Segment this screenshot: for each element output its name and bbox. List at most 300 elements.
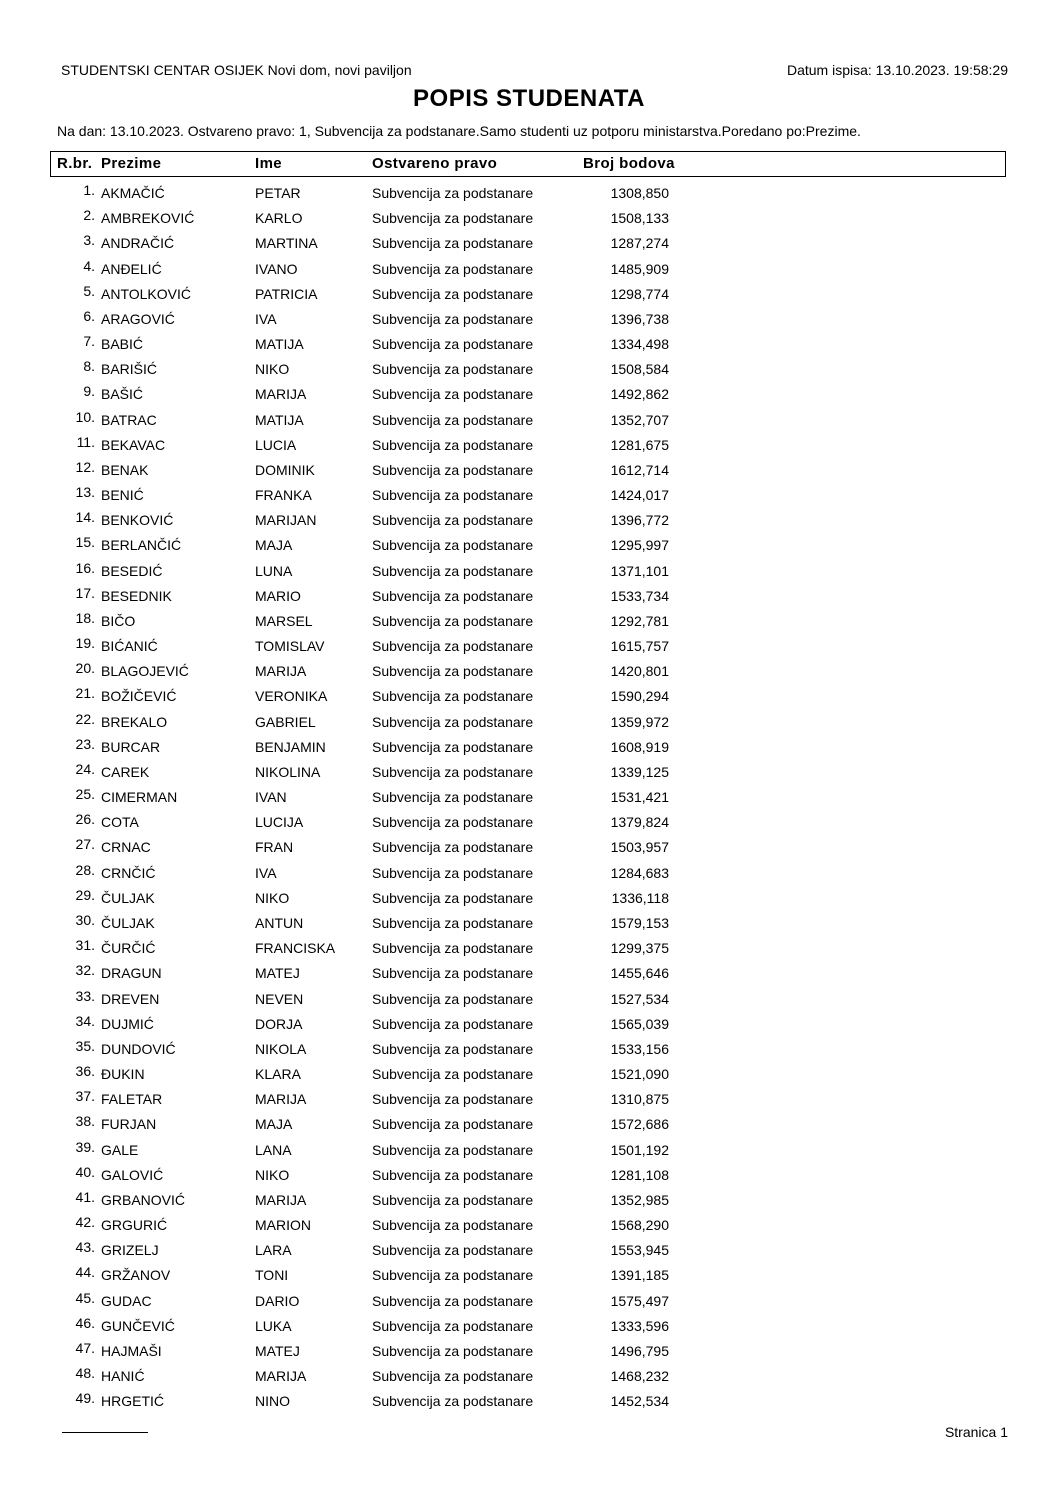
table-row xyxy=(0,961,1058,986)
table-row xyxy=(0,987,1058,1012)
first-name-cell: IVAN xyxy=(255,789,287,806)
row-number-cell: 32. xyxy=(75,962,95,979)
row-number-cell: 45. xyxy=(75,1289,95,1306)
points-cell: 1424,017 xyxy=(610,487,669,504)
row-number-cell: 49. xyxy=(75,1390,95,1407)
points-cell: 1281,108 xyxy=(610,1166,669,1183)
first-name-cell: MARION xyxy=(255,1217,311,1234)
points-cell: 1615,757 xyxy=(610,638,669,655)
points-cell: 1396,772 xyxy=(610,512,669,529)
points-cell: 1281,675 xyxy=(610,436,669,453)
table-row xyxy=(0,1112,1058,1137)
first-name-cell: FRANKA xyxy=(255,487,312,504)
row-number-cell: 37. xyxy=(75,1088,95,1105)
entitlement-cell: Subvencija za podstanare xyxy=(372,1141,534,1158)
table-header xyxy=(50,151,1006,177)
surname-cell: BREKALO xyxy=(101,713,168,730)
entitlement-cell: Subvencija za podstanare xyxy=(372,1317,534,1334)
entitlement-cell: Subvencija za podstanare xyxy=(372,285,534,302)
row-number-cell: 11. xyxy=(76,433,95,450)
first-name-cell: PETAR xyxy=(255,185,301,201)
row-number-cell: 2. xyxy=(83,207,95,224)
entitlement-cell: Subvencija za podstanare xyxy=(372,612,534,629)
table-row xyxy=(0,710,1058,735)
surname-cell: GRBANOVIĆ xyxy=(101,1191,186,1208)
first-name-cell: DORJA xyxy=(255,1015,303,1032)
entitlement-cell: Subvencija za podstanare xyxy=(372,361,534,378)
table-row xyxy=(0,1364,1058,1389)
table-row xyxy=(0,382,1058,407)
row-number-cell: 8. xyxy=(83,358,95,375)
surname-cell: BURCAR xyxy=(101,738,161,755)
row-number-cell: 19. xyxy=(75,635,95,652)
entitlement-cell: Subvencija za podstanare xyxy=(372,1267,534,1284)
first-name-cell: MARIO xyxy=(255,587,301,604)
entitlement-cell: Subvencija za podstanare xyxy=(372,411,534,428)
points-cell: 1501,192 xyxy=(610,1141,669,1158)
surname-cell: ANĐELIĆ xyxy=(101,260,162,277)
first-name-cell: MARTINA xyxy=(255,235,318,252)
table-row xyxy=(0,861,1058,886)
surname-cell: FURJAN xyxy=(101,1116,157,1133)
first-name-cell: TONI xyxy=(255,1267,289,1284)
entitlement-cell: Subvencija za podstanare xyxy=(372,310,534,327)
surname-cell: AKMAČIĆ xyxy=(101,185,165,201)
entitlement-cell: Subvencija za podstanare xyxy=(372,914,534,931)
header-pravo: Ostvareno pravo xyxy=(372,155,498,172)
table-row xyxy=(0,307,1058,332)
first-name-cell: NIKO xyxy=(255,361,290,378)
entitlement-cell: Subvencija za podstanare xyxy=(372,1368,534,1385)
entitlement-cell: Subvencija za podstanare xyxy=(372,638,534,655)
first-name-cell: FRANCISKA xyxy=(255,940,336,957)
first-name-cell: DOMINIK xyxy=(255,461,315,478)
points-cell: 1336,118 xyxy=(611,889,669,906)
first-name-cell: IVA xyxy=(255,864,277,881)
points-cell: 1420,801 xyxy=(610,663,669,680)
table-row xyxy=(0,1012,1058,1037)
entitlement-cell: Subvencija za podstanare xyxy=(372,713,534,730)
table-row xyxy=(0,835,1058,860)
points-cell: 1553,945 xyxy=(610,1242,669,1259)
surname-cell: GRŽANOV xyxy=(101,1267,171,1284)
table-row xyxy=(0,911,1058,936)
first-name-cell: LUNA xyxy=(255,562,293,579)
footer-divider xyxy=(62,1432,148,1433)
surname-cell: DRAGUN xyxy=(101,965,162,982)
surname-cell: GUDAC xyxy=(101,1292,152,1309)
entitlement-cell: Subvencija za podstanare xyxy=(372,210,534,227)
entitlement-cell: Subvencija za podstanare xyxy=(372,587,534,604)
row-number-cell: 44. xyxy=(75,1264,95,1281)
entitlement-cell: Subvencija za podstanare xyxy=(372,965,534,982)
row-number-cell: 20. xyxy=(75,660,95,677)
table-row xyxy=(0,231,1058,256)
table-row xyxy=(0,1062,1058,1087)
first-name-cell: MARIJA xyxy=(255,663,307,680)
entitlement-cell: Subvencija za podstanare xyxy=(372,688,534,705)
points-cell: 1299,375 xyxy=(610,940,669,957)
entitlement-cell: Subvencija za podstanare xyxy=(372,889,534,906)
first-name-cell: KARLO xyxy=(255,210,303,227)
points-cell: 1612,714 xyxy=(610,461,669,478)
table-row xyxy=(0,458,1058,483)
page-title: POPIS STUDENATA xyxy=(413,85,645,112)
report-criteria: Na dan: 13.10.2023. Ostvareno pravo: 1, Subvencija za podstanare.Samo studenti uz potporu ministarstva.Poredano po:Prezime. xyxy=(57,123,861,139)
first-name-cell: NINO xyxy=(255,1393,290,1410)
points-cell: 1352,707 xyxy=(610,411,669,428)
table-row xyxy=(0,1188,1058,1213)
surname-cell: ARAGOVIĆ xyxy=(101,310,175,327)
points-cell: 1391,185 xyxy=(610,1267,669,1284)
row-number-cell: 17. xyxy=(75,584,95,601)
points-cell: 1333,596 xyxy=(610,1317,669,1334)
points-cell: 1352,985 xyxy=(610,1191,669,1208)
row-number-cell: 30. xyxy=(75,911,95,928)
surname-cell: CIMERMAN xyxy=(101,789,178,806)
surname-cell: HAJMAŠI xyxy=(101,1342,162,1359)
first-name-cell: TOMISLAV xyxy=(255,638,325,655)
entitlement-cell: Subvencija za podstanare xyxy=(372,461,534,478)
surname-cell: ČURČIĆ xyxy=(101,940,156,957)
entitlement-cell: Subvencija za podstanare xyxy=(372,940,534,957)
print-date: Datum ispisa: 13.10.2023. 19:58:29 xyxy=(786,62,1008,78)
surname-cell: ANTOLKOVIĆ xyxy=(101,285,191,302)
table-row xyxy=(0,357,1058,382)
surname-cell: BATRAC xyxy=(101,411,157,428)
entitlement-cell: Subvencija za podstanare xyxy=(372,436,534,453)
surname-cell: ČULJAK xyxy=(101,914,155,931)
surname-cell: GRIZELJ xyxy=(101,1242,159,1259)
first-name-cell: NEVEN xyxy=(255,990,304,1007)
first-name-cell: MARIJA xyxy=(255,1191,307,1208)
entitlement-cell: Subvencija za podstanare xyxy=(372,1166,534,1183)
points-cell: 1533,734 xyxy=(610,587,669,604)
entitlement-cell: Subvencija za podstanare xyxy=(372,537,534,554)
surname-cell: DUNDOVIĆ xyxy=(101,1040,176,1057)
surname-cell: BABIĆ xyxy=(101,336,144,353)
entitlement-cell: Subvencija za podstanare xyxy=(372,512,534,529)
first-name-cell: LARA xyxy=(255,1242,292,1259)
first-name-cell: MARIJA xyxy=(255,1091,307,1108)
surname-cell: BOŽIČEVIĆ xyxy=(101,688,177,705)
table-row xyxy=(0,1314,1058,1339)
points-cell: 1359,972 xyxy=(610,713,669,730)
entitlement-cell: Subvencija za podstanare xyxy=(372,1066,534,1083)
table-row xyxy=(0,1389,1058,1414)
first-name-cell: IVA xyxy=(255,310,277,327)
entitlement-cell: Subvencija za podstanare xyxy=(372,738,534,755)
points-cell: 1503,957 xyxy=(610,839,669,856)
entitlement-cell: Subvencija za podstanare xyxy=(372,814,534,831)
points-cell: 1590,294 xyxy=(610,688,669,705)
row-number-cell: 4. xyxy=(83,257,95,274)
table-row xyxy=(0,1087,1058,1112)
points-cell: 1521,090 xyxy=(610,1066,669,1083)
surname-cell: BEKAVAC xyxy=(101,436,166,453)
entitlement-cell: Subvencija za podstanare xyxy=(372,260,534,277)
row-number-cell: 47. xyxy=(75,1339,95,1356)
table-row xyxy=(0,1339,1058,1364)
points-cell: 1371,101 xyxy=(610,562,669,579)
surname-cell: CRNAC xyxy=(101,839,151,856)
surname-cell: ANDRAČIĆ xyxy=(101,235,175,252)
institution-name: STUDENTSKI CENTAR OSIJEK Novi dom, novi paviljon xyxy=(61,62,412,78)
surname-cell: GALE xyxy=(101,1141,139,1158)
entitlement-cell: Subvencija za podstanare xyxy=(372,763,534,780)
entitlement-cell: Subvencija za podstanare xyxy=(372,663,534,680)
row-number-cell: 21. xyxy=(75,685,95,702)
first-name-cell: FRAN xyxy=(255,839,294,856)
row-number-cell: 36. xyxy=(75,1063,95,1080)
table-row xyxy=(0,584,1058,609)
entitlement-cell: Subvencija za podstanare xyxy=(372,1040,534,1057)
table-row xyxy=(0,735,1058,760)
entitlement-cell: Subvencija za podstanare xyxy=(372,1015,534,1032)
row-number-cell: 5. xyxy=(83,282,95,299)
table-row xyxy=(0,483,1058,508)
first-name-cell: MARIJAN xyxy=(255,512,317,529)
points-cell: 1485,909 xyxy=(610,260,669,277)
row-number-cell: 10. xyxy=(75,408,95,425)
row-number-cell: 18. xyxy=(75,609,95,626)
table-row xyxy=(0,684,1058,709)
surname-cell: BERLANČIĆ xyxy=(101,537,182,554)
surname-cell: HRGETIĆ xyxy=(101,1393,164,1410)
surname-cell: CRNČIĆ xyxy=(101,864,156,881)
first-name-cell: MAJA xyxy=(255,1116,293,1133)
table-row xyxy=(0,659,1058,684)
first-name-cell: DARIO xyxy=(255,1292,300,1309)
points-cell: 1298,774 xyxy=(610,285,669,302)
table-row xyxy=(0,1213,1058,1238)
points-cell: 1572,686 xyxy=(610,1116,669,1133)
table-row xyxy=(0,1037,1058,1062)
surname-cell: HANIĆ xyxy=(101,1368,145,1385)
row-number-cell: 3. xyxy=(83,232,95,249)
first-name-cell: GABRIEL xyxy=(255,713,316,730)
first-name-cell: MATEJ xyxy=(255,965,300,982)
surname-cell: GUNČEVIĆ xyxy=(101,1317,175,1334)
first-name-cell: NIKO xyxy=(255,889,290,906)
surname-cell: BESEDNIK xyxy=(101,587,172,604)
table-row xyxy=(0,609,1058,634)
first-name-cell: MARIJA xyxy=(255,386,307,403)
table-row xyxy=(0,810,1058,835)
points-cell: 1565,039 xyxy=(610,1015,669,1032)
points-cell: 1295,997 xyxy=(610,537,669,554)
first-name-cell: MARSEL xyxy=(255,612,313,629)
table-row xyxy=(0,559,1058,584)
first-name-cell: ANTUN xyxy=(255,914,304,931)
first-name-cell: LUCIA xyxy=(255,436,297,453)
first-name-cell: PATRICIA xyxy=(255,285,318,302)
points-cell: 1533,156 xyxy=(610,1040,669,1057)
table-row xyxy=(0,282,1058,307)
surname-cell: GALOVIĆ xyxy=(101,1166,164,1183)
row-number-cell: 7. xyxy=(83,333,95,350)
row-number-cell: 22. xyxy=(75,710,95,727)
entitlement-cell: Subvencija za podstanare xyxy=(372,235,534,252)
table-row xyxy=(0,257,1058,282)
table-row xyxy=(0,760,1058,785)
surname-cell: ČULJAK xyxy=(101,889,155,906)
entitlement-cell: Subvencija za podstanare xyxy=(372,864,534,881)
entitlement-cell: Subvencija za podstanare xyxy=(372,185,534,201)
entitlement-cell: Subvencija za podstanare xyxy=(372,562,534,579)
points-cell: 1284,683 xyxy=(610,864,669,881)
first-name-cell: LANA xyxy=(255,1141,292,1158)
entitlement-cell: Subvencija za podstanare xyxy=(372,990,534,1007)
first-name-cell: LUKA xyxy=(255,1317,292,1334)
points-cell: 1527,534 xyxy=(610,990,669,1007)
first-name-cell: NIKOLINA xyxy=(255,763,321,780)
points-cell: 1396,738 xyxy=(610,310,669,327)
table-row xyxy=(0,1163,1058,1188)
table-row xyxy=(0,1238,1058,1263)
row-number-cell: 40. xyxy=(75,1163,95,1180)
points-cell: 1575,497 xyxy=(610,1292,669,1309)
surname-cell: BENKOVIĆ xyxy=(101,512,174,529)
surname-cell: BESEDIĆ xyxy=(101,562,163,579)
entitlement-cell: Subvencija za podstanare xyxy=(372,1242,534,1259)
row-number-cell: 13. xyxy=(75,484,95,501)
first-name-cell: KLARA xyxy=(255,1066,301,1083)
points-cell: 1287,274 xyxy=(610,235,669,252)
table-row xyxy=(0,634,1058,659)
row-number-cell: 28. xyxy=(75,861,95,878)
points-cell: 1292,781 xyxy=(610,612,669,629)
header-bodovi: Broj bodova xyxy=(583,155,675,172)
first-name-cell: NIKOLA xyxy=(255,1040,307,1057)
table-row xyxy=(0,1263,1058,1288)
surname-cell: CAREK xyxy=(101,763,150,780)
header-ime: Ime xyxy=(255,155,283,172)
entitlement-cell: Subvencija za podstanare xyxy=(372,386,534,403)
entitlement-cell: Subvencija za podstanare xyxy=(372,487,534,504)
table-row xyxy=(0,332,1058,357)
table-row xyxy=(0,508,1058,533)
row-number-cell: 43. xyxy=(75,1239,95,1256)
surname-cell: DUJMIĆ xyxy=(101,1015,154,1032)
points-cell: 1568,290 xyxy=(610,1217,669,1234)
surname-cell: ĐUKIN xyxy=(101,1066,145,1083)
first-name-cell: MARIJA xyxy=(255,1368,307,1385)
row-number-cell: 42. xyxy=(75,1214,95,1231)
surname-cell: COTA xyxy=(101,814,139,831)
table-row xyxy=(0,533,1058,558)
points-cell: 1508,584 xyxy=(610,361,669,378)
points-cell: 1531,421 xyxy=(610,789,669,806)
table-row xyxy=(0,1289,1058,1314)
first-name-cell: MAJA xyxy=(255,537,293,554)
points-cell: 1455,646 xyxy=(610,965,669,982)
surname-cell: GRGURIĆ xyxy=(101,1217,168,1234)
points-cell: 1492,862 xyxy=(610,386,669,403)
points-cell: 1310,875 xyxy=(610,1091,669,1108)
points-cell: 1579,153 xyxy=(610,914,669,931)
table-row xyxy=(0,408,1058,433)
surname-cell: AMBREKOVIĆ xyxy=(101,210,195,227)
entitlement-cell: Subvencija za podstanare xyxy=(372,336,534,353)
row-number-cell: 31. xyxy=(75,937,95,954)
entitlement-cell: Subvencija za podstanare xyxy=(372,1191,534,1208)
row-number-cell: 33. xyxy=(75,987,95,1004)
table-row xyxy=(0,206,1058,231)
points-cell: 1379,824 xyxy=(610,814,669,831)
surname-cell: FALETAR xyxy=(101,1091,163,1108)
entitlement-cell: Subvencija za podstanare xyxy=(372,1292,534,1309)
first-name-cell: MATIJA xyxy=(255,411,304,428)
first-name-cell: IVANO xyxy=(255,260,298,277)
row-number-cell: 26. xyxy=(75,811,95,828)
row-number-cell: 14. xyxy=(75,509,95,526)
header-rbr: R.br. xyxy=(57,155,93,172)
row-number-cell: 15. xyxy=(75,534,95,551)
surname-cell: BARIŠIĆ xyxy=(101,361,158,378)
row-number-cell: 48. xyxy=(75,1365,95,1382)
first-name-cell: MATIJA xyxy=(255,336,304,353)
points-cell: 1308,850 xyxy=(610,185,669,201)
first-name-cell: BENJAMIN xyxy=(255,738,326,755)
row-number-cell: 12. xyxy=(75,458,95,475)
page-number: Stranica 1 xyxy=(944,1424,1008,1440)
row-number-cell: 29. xyxy=(75,886,95,903)
entitlement-cell: Subvencija za podstanare xyxy=(372,1217,534,1234)
row-number-cell: 38. xyxy=(75,1113,95,1130)
first-name-cell: NIKO xyxy=(255,1166,290,1183)
table-row xyxy=(0,181,1058,206)
table-row xyxy=(0,785,1058,810)
first-name-cell: LUCIJA xyxy=(255,814,304,831)
row-number-cell: 1. xyxy=(83,182,95,198)
entitlement-cell: Subvencija za podstanare xyxy=(372,1393,534,1410)
table-row xyxy=(0,433,1058,458)
points-cell: 1608,919 xyxy=(610,738,669,755)
row-number-cell: 16. xyxy=(75,559,95,576)
row-number-cell: 46. xyxy=(75,1314,95,1331)
points-cell: 1508,133 xyxy=(610,210,669,227)
table-row xyxy=(0,886,1058,911)
surname-cell: BENAK xyxy=(101,461,149,478)
surname-cell: BLAGOJEVIĆ xyxy=(101,663,189,680)
points-cell: 1334,498 xyxy=(610,336,669,353)
row-number-cell: 34. xyxy=(75,1012,95,1029)
first-name-cell: VERONIKA xyxy=(255,688,328,705)
row-number-cell: 9. xyxy=(83,383,95,400)
student-list xyxy=(0,181,1058,1414)
points-cell: 1468,232 xyxy=(610,1368,669,1385)
points-cell: 1496,795 xyxy=(610,1342,669,1359)
surname-cell: BENIĆ xyxy=(101,487,144,504)
row-number-cell: 25. xyxy=(75,786,95,803)
surname-cell: BIČO xyxy=(101,612,136,629)
surname-cell: DREVEN xyxy=(101,990,160,1007)
entitlement-cell: Subvencija za podstanare xyxy=(372,1116,534,1133)
row-number-cell: 6. xyxy=(83,307,95,324)
row-number-cell: 39. xyxy=(75,1138,95,1155)
points-cell: 1452,534 xyxy=(610,1393,669,1410)
surname-cell: BAŠIĆ xyxy=(101,386,144,403)
entitlement-cell: Subvencija za podstanare xyxy=(372,1091,534,1108)
table-row xyxy=(0,936,1058,961)
entitlement-cell: Subvencija za podstanare xyxy=(372,839,534,856)
row-number-cell: 23. xyxy=(75,735,95,752)
row-number-cell: 24. xyxy=(75,760,95,777)
surname-cell: BIĆANIĆ xyxy=(101,638,158,655)
entitlement-cell: Subvencija za podstanare xyxy=(372,789,534,806)
points-cell: 1339,125 xyxy=(610,763,669,780)
